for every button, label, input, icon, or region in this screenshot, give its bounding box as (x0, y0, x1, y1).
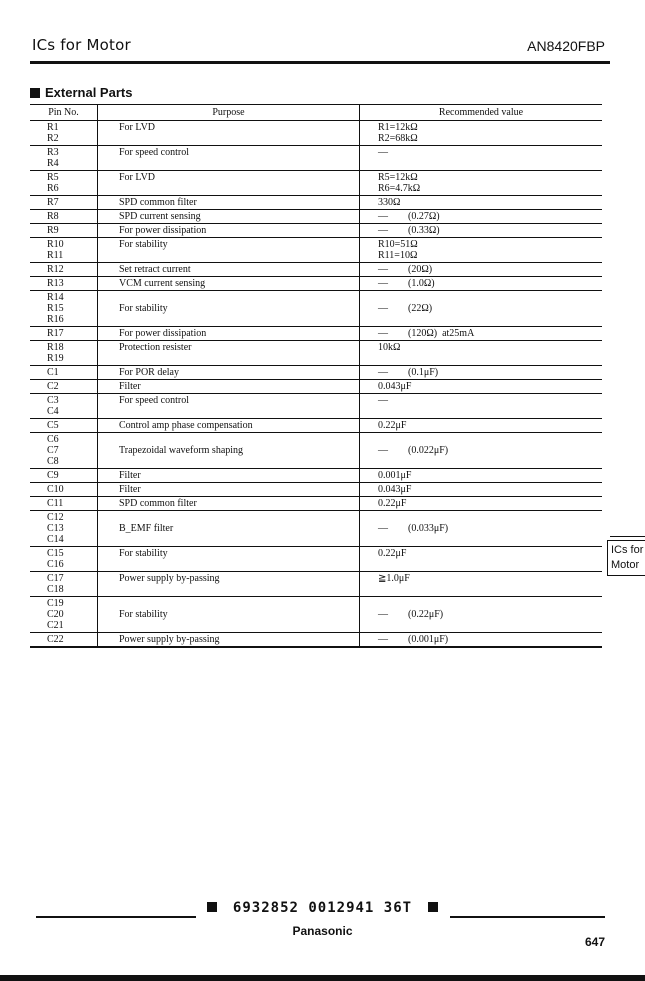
pin-label: R2 (47, 133, 59, 144)
col-header-purpose: Purpose (98, 105, 360, 121)
pin-cell (30, 263, 98, 277)
purpose-text: Filter (119, 470, 141, 481)
header-rule (30, 61, 610, 64)
recommended-cell (360, 277, 603, 291)
table-row (30, 224, 602, 238)
side-tab-line2: Motor (611, 559, 640, 571)
purpose-text: Filter (119, 381, 141, 392)
recommended-value: — (0.22μF) (378, 609, 444, 620)
page-number: 647 (584, 935, 605, 949)
recommended-value: — (0.033μF) (378, 523, 449, 534)
purpose-cell (98, 633, 360, 648)
pin-cell (30, 497, 98, 511)
barcode-square-icon (428, 902, 438, 912)
pin-label: C17 (47, 573, 64, 584)
purpose-cell (98, 121, 360, 146)
table-row (30, 366, 602, 380)
section-bullet-icon (30, 88, 40, 98)
pin-label: R9 (47, 225, 59, 236)
header-part-number: AN8420FBP (527, 38, 605, 54)
recommended-value: — (20Ω) (378, 264, 433, 275)
section-heading (30, 85, 132, 100)
table-header-row (30, 105, 602, 121)
purpose-text: For power dissipation (119, 328, 207, 339)
purpose-cell (98, 547, 360, 572)
pin-label: C6 (47, 434, 59, 445)
purpose-text: Power supply by-passing (119, 573, 220, 584)
pin-label: R7 (47, 197, 59, 208)
table-row (30, 341, 602, 366)
table-row (30, 196, 602, 210)
pin-label: R6 (47, 183, 59, 194)
pin-label: C10 (47, 484, 64, 495)
recommended-cell (360, 341, 603, 366)
recommended-value: — (22Ω) (378, 303, 433, 314)
pin-cell (30, 633, 98, 648)
recommended-value: R11=10Ω (378, 250, 418, 261)
recommended-value: 0.001μF (378, 470, 412, 481)
purpose-text: For speed control (119, 395, 189, 406)
recommended-cell (360, 196, 603, 210)
table-row (30, 433, 602, 469)
recommended-cell (360, 633, 603, 648)
pin-label: C9 (47, 470, 59, 481)
pin-label: R14 (47, 292, 64, 303)
purpose-text: Set retract current (119, 264, 191, 275)
recommended-cell (360, 419, 603, 433)
recommended-value: R1=12kΩ (378, 122, 418, 133)
recommended-cell (360, 511, 603, 547)
purpose-text: For speed control (119, 147, 189, 158)
pin-label: R19 (47, 353, 64, 364)
recommended-value: 0.22μF (378, 548, 407, 559)
pin-label: C14 (47, 534, 64, 545)
recommended-cell (360, 291, 603, 327)
purpose-text: VCM current sensing (119, 278, 206, 289)
recommended-value: — (0.33Ω) (378, 225, 440, 236)
side-tab-line1: ICs for (611, 544, 644, 556)
pin-cell (30, 277, 98, 291)
pin-label: C11 (47, 498, 64, 509)
pin-label: R12 (47, 264, 64, 275)
recommended-cell (360, 483, 603, 497)
purpose-cell (98, 238, 360, 263)
purpose-cell (98, 327, 360, 341)
purpose-text: Trapezoidal waveform shaping (119, 445, 244, 456)
purpose-cell (98, 210, 360, 224)
purpose-text: For stability (119, 303, 168, 314)
table-row (30, 210, 602, 224)
purpose-text: For POR delay (119, 367, 179, 378)
pin-cell (30, 171, 98, 196)
recommended-value: 330Ω (378, 197, 401, 208)
pin-label: C22 (47, 634, 64, 645)
side-tab-rule (610, 536, 645, 537)
purpose-cell (98, 394, 360, 419)
pin-cell (30, 469, 98, 483)
header-series-title: ICs for Motor (32, 36, 131, 54)
table-row (30, 547, 602, 572)
purpose-cell (98, 433, 360, 469)
purpose-text: Power supply by-passing (119, 634, 220, 645)
table-row (30, 572, 602, 597)
table-row (30, 394, 602, 419)
recommended-value: 0.043μF (378, 484, 412, 495)
recommended-value: 10kΩ (378, 342, 401, 353)
table-row (30, 291, 602, 327)
pin-label: C1 (47, 367, 59, 378)
pin-label: C15 (47, 548, 64, 559)
pin-cell (30, 238, 98, 263)
recommended-value: R6=4.7kΩ (378, 183, 421, 194)
pin-label: R18 (47, 342, 64, 353)
footer-rule-left (36, 916, 196, 918)
purpose-cell (98, 146, 360, 171)
purpose-text: For LVD (119, 172, 156, 183)
table-row (30, 497, 602, 511)
barcode-square-icon (207, 902, 217, 912)
pin-label: C19 (47, 598, 64, 609)
recommended-value: — (120Ω) at25mA (378, 328, 475, 339)
purpose-text: B_EMF filter (119, 523, 174, 534)
recommended-cell (360, 238, 603, 263)
pin-label: R11 (47, 250, 64, 261)
pin-cell (30, 547, 98, 572)
table-body (30, 121, 602, 648)
recommended-value: — (378, 395, 388, 406)
pin-label: R8 (47, 211, 59, 222)
side-index-tab (607, 540, 645, 576)
section-title: External Parts (45, 85, 133, 100)
pin-cell (30, 483, 98, 497)
pin-label: C5 (47, 420, 59, 431)
purpose-cell (98, 597, 360, 633)
purpose-text: SPD common filter (119, 498, 197, 509)
pin-label: R5 (47, 172, 59, 183)
pin-label: R17 (47, 328, 64, 339)
recommended-value: — (0.1μF) (378, 367, 439, 378)
recommended-cell (360, 146, 603, 171)
pin-label: C13 (47, 523, 64, 534)
pin-label: R15 (47, 303, 64, 314)
purpose-text: Filter (119, 484, 141, 495)
recommended-cell (360, 572, 603, 597)
recommended-cell (360, 366, 603, 380)
pin-cell (30, 327, 98, 341)
col-header-pin: Pin No. (30, 105, 98, 121)
pin-label: R1 (47, 122, 59, 133)
recommended-value: — (0.27Ω) (378, 211, 440, 222)
pin-cell (30, 146, 98, 171)
pin-cell (30, 511, 98, 547)
table-row (30, 121, 602, 146)
table-row (30, 633, 602, 648)
pin-cell (30, 224, 98, 238)
pin-label: C2 (47, 381, 59, 392)
purpose-cell (98, 419, 360, 433)
purpose-text: For stability (119, 548, 168, 559)
footer-rule-right (450, 916, 605, 918)
pin-label: C21 (47, 620, 64, 631)
purpose-text: For stability (119, 609, 168, 620)
pin-label: R16 (47, 314, 64, 325)
recommended-value: R2=68kΩ (378, 133, 418, 144)
recommended-value: — (378, 147, 388, 158)
pin-cell (30, 366, 98, 380)
recommended-value: ≧1.0μF (378, 573, 410, 584)
pin-label: C7 (47, 445, 59, 456)
pin-label: C4 (47, 406, 59, 417)
recommended-cell (360, 597, 603, 633)
pin-cell (30, 341, 98, 366)
purpose-cell (98, 511, 360, 547)
purpose-cell (98, 277, 360, 291)
pin-label: C16 (47, 559, 64, 570)
purpose-cell (98, 171, 360, 196)
purpose-text: SPD current sensing (119, 211, 201, 222)
purpose-text: For stability (119, 239, 168, 250)
pin-label: R3 (47, 147, 59, 158)
pin-label: C18 (47, 584, 64, 595)
purpose-cell (98, 497, 360, 511)
purpose-cell (98, 341, 360, 366)
table-row (30, 238, 602, 263)
purpose-cell (98, 572, 360, 597)
bottom-bar (0, 975, 645, 981)
barcode-text: 6932852 0012941 36T (232, 900, 413, 916)
pin-cell (30, 572, 98, 597)
table-row (30, 380, 602, 394)
pin-cell (30, 433, 98, 469)
purpose-text: Protection resister (119, 342, 192, 353)
recommended-cell (360, 547, 603, 572)
barcode-line (0, 900, 645, 916)
recommended-cell (360, 121, 603, 146)
table-row (30, 277, 602, 291)
table-row (30, 469, 602, 483)
purpose-cell (98, 196, 360, 210)
recommended-value: 0.22μF (378, 420, 407, 431)
pin-label: R4 (47, 158, 59, 169)
recommended-cell (360, 497, 603, 511)
recommended-cell (360, 224, 603, 238)
purpose-cell (98, 263, 360, 277)
pin-cell (30, 380, 98, 394)
recommended-cell (360, 380, 603, 394)
pin-label: C20 (47, 609, 64, 620)
purpose-text: Control amp phase compensation (119, 420, 253, 431)
purpose-cell (98, 483, 360, 497)
table-row (30, 483, 602, 497)
table-row (30, 171, 602, 196)
recommended-cell (360, 171, 603, 196)
recommended-cell (360, 394, 603, 419)
recommended-value: — (0.022μF) (378, 445, 449, 456)
table-row (30, 419, 602, 433)
recommended-value: 0.22μF (378, 498, 407, 509)
purpose-text: For LVD (119, 122, 156, 133)
pin-label: C8 (47, 456, 59, 467)
recommended-value: R10=51Ω (378, 239, 418, 250)
pin-label: C12 (47, 512, 64, 523)
purpose-cell (98, 366, 360, 380)
pin-cell (30, 291, 98, 327)
pin-cell (30, 121, 98, 146)
recommended-value: — (1.0Ω) (378, 278, 435, 289)
recommended-cell (360, 469, 603, 483)
recommended-value: — (0.001μF) (378, 634, 449, 645)
recommended-value: 0.043μF (378, 381, 412, 392)
purpose-cell (98, 291, 360, 327)
purpose-cell (98, 469, 360, 483)
pin-label: R13 (47, 278, 64, 289)
brand-logo: Panasonic (292, 924, 353, 938)
table-row (30, 511, 602, 547)
pin-cell (30, 419, 98, 433)
recommended-cell (360, 433, 603, 469)
table-row (30, 597, 602, 633)
pin-cell (30, 394, 98, 419)
pin-label: R10 (47, 239, 64, 250)
purpose-cell (98, 224, 360, 238)
col-header-recommended: Recommended value (360, 105, 603, 121)
table-row (30, 146, 602, 171)
recommended-value: R5=12kΩ (378, 172, 418, 183)
purpose-text: For power dissipation (119, 225, 207, 236)
external-parts-table (30, 104, 602, 648)
table-row (30, 327, 602, 341)
pin-cell (30, 210, 98, 224)
table-row (30, 263, 602, 277)
purpose-text: SPD common filter (119, 197, 197, 208)
recommended-cell (360, 327, 603, 341)
pin-cell (30, 597, 98, 633)
recommended-cell (360, 263, 603, 277)
recommended-cell (360, 210, 603, 224)
pin-label: C3 (47, 395, 59, 406)
purpose-cell (98, 380, 360, 394)
pin-cell (30, 196, 98, 210)
